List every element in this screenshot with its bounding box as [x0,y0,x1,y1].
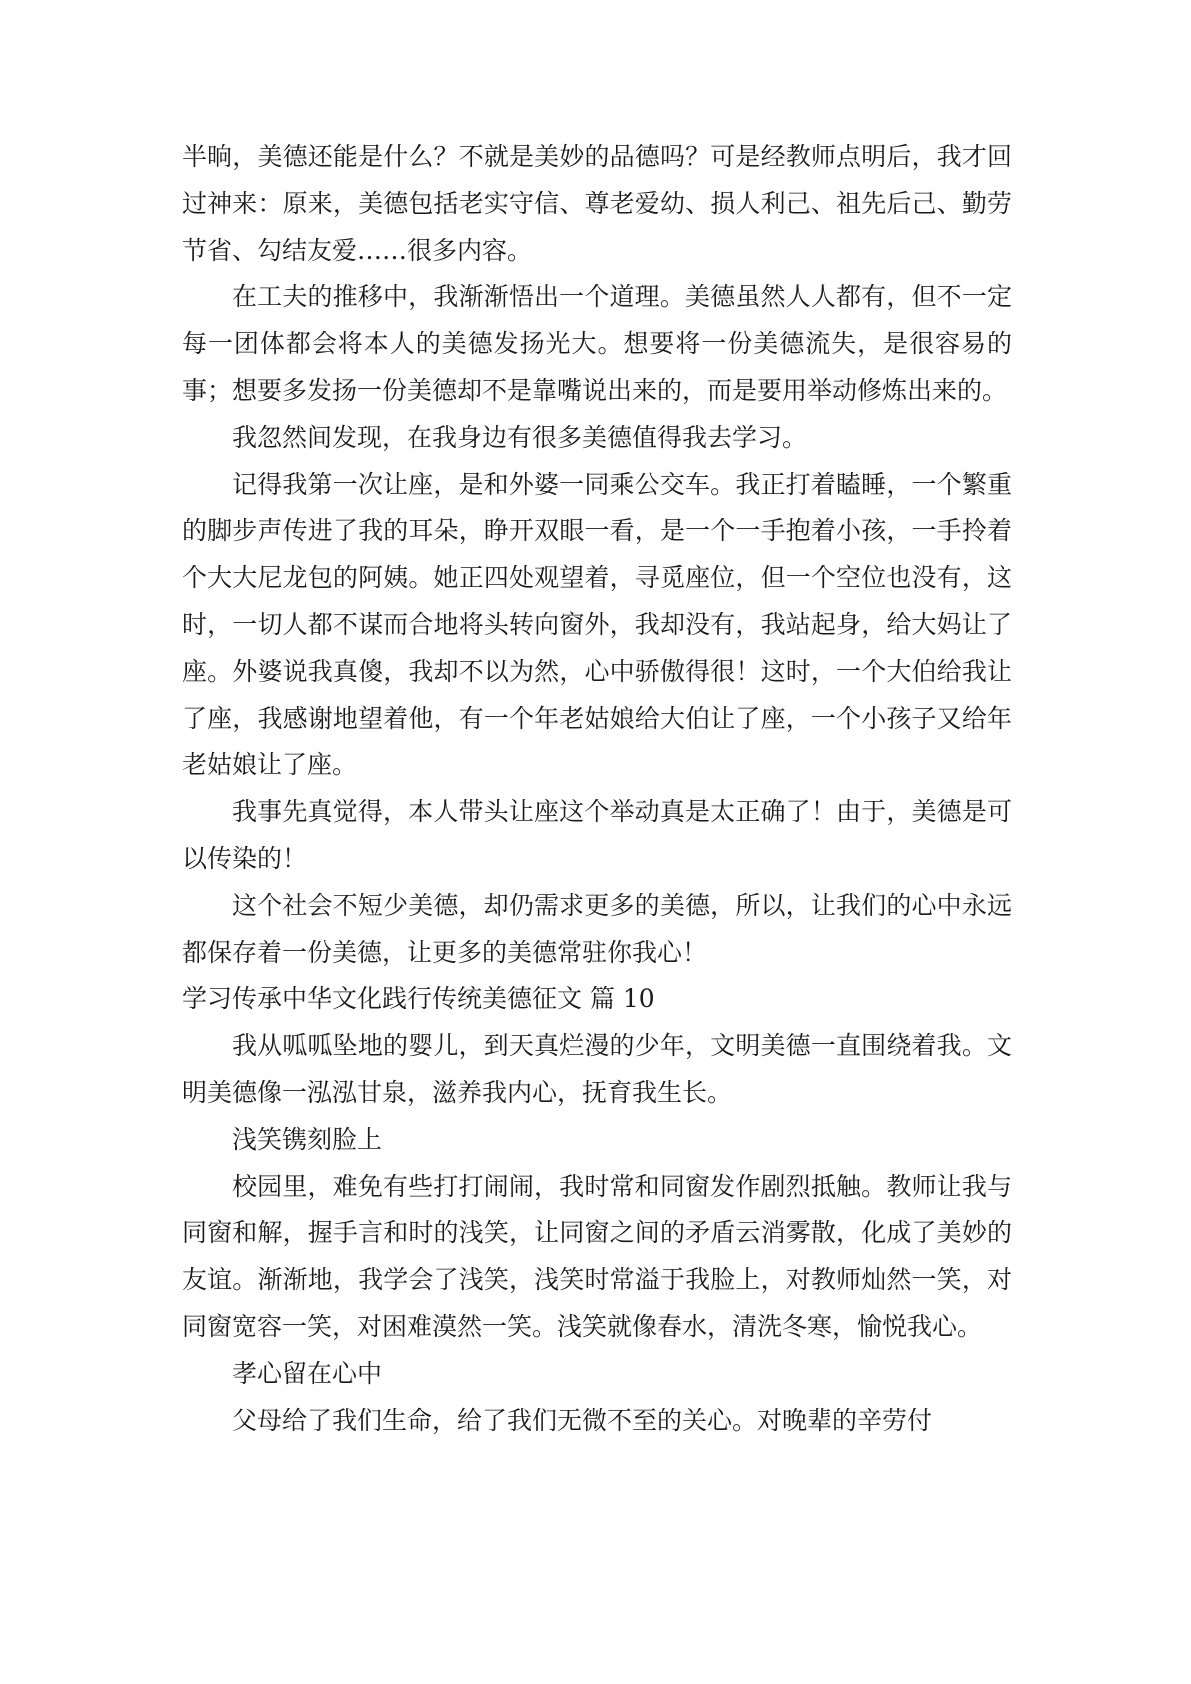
paragraph: 这个社会不短少美德，却仍需求更多的美德，所以，让我们的心中永远都保存着一份美德，让更多的美德常驻你我心！ [182,890,1012,967]
paragraph: 校园里，难免有些打打闹闹，我时常和同窗发作剧烈抵触。教师让我与同窗和解，握手言和时的浅笑，让同窗之间的矛盾云消雾散，化成了美妙的友谊。渐渐地，我学会了浅笑，浅笑时常溢于我脸上，对教师灿然一笑，对同窗宽容一笑，对困难漠然一笑。浅笑就像春水，清洗冬寒，愉悦我心。 [182,1171,1012,1341]
subheading: 孝心留在心中 [232,1358,383,1388]
subheading: 浅笑镌刻脸上 [232,1124,383,1154]
section-heading: 学习传承中华文化践行传统美德征文 篇 10 [182,984,655,1014]
paragraph: 记得我第一次让座，是和外婆一同乘公交车。我正打着瞌睡，一个繁重的脚步声传进了我的耳朵，睁开双眼一看，是一个一手抱着小孩，一手拎着个大大尼龙包的阿姨。她正四处观望着，寻觅座位，但一个空位也没有，这时，一切人都不谋而合地将头转向窗外，我却没有，我站起身，给大妈让了座。外婆说我真傻，我却不以为然，心中骄傲得很！这时，一个大伯给我让了座，我感谢地望着他，有一个年老姑娘给大伯让了座，一个小孩子又给年老姑娘让了座。 [182,469,1012,780]
paragraph: 我从呱呱坠地的婴儿，到天真烂漫的少年，文明美德一直围绕着我。文明美德像一泓泓甘泉，滋养我内心，抚育我生长。 [182,1031,1012,1107]
paragraph: 我事先真觉得，本人带头让座这个举动真是太正确了！由于，美德是可以传染的！ [182,797,1012,873]
document-body [182,134,1012,1444]
paragraph: 在工夫的推移中，我渐渐悟出一个道理。美德虽然人人都有，但不一定每一团体都会将本人的美德发扬光大。想要将一份美德流失，是很容易的事；想要多发扬一份美德却不是靠嘴说出来的，而是要用举动修炼出来的。 [182,282,1012,405]
paragraph: 父母给了我们生命，给了我们无微不至的关心。对晚辈的辛劳付 [232,1405,933,1435]
paragraph: 我忽然间发现，在我身边有很多美德值得我去学习。 [232,422,808,452]
paragraph-continued: 半晌，美德还能是什么？不就是美妙的品德吗？可是经教师点明后，我才回过神来：原来，美德包括老实守信、尊老爱幼、损人利己、祖先后己、勤劳节省、勾结友爱……很多内容。 [182,142,1012,265]
